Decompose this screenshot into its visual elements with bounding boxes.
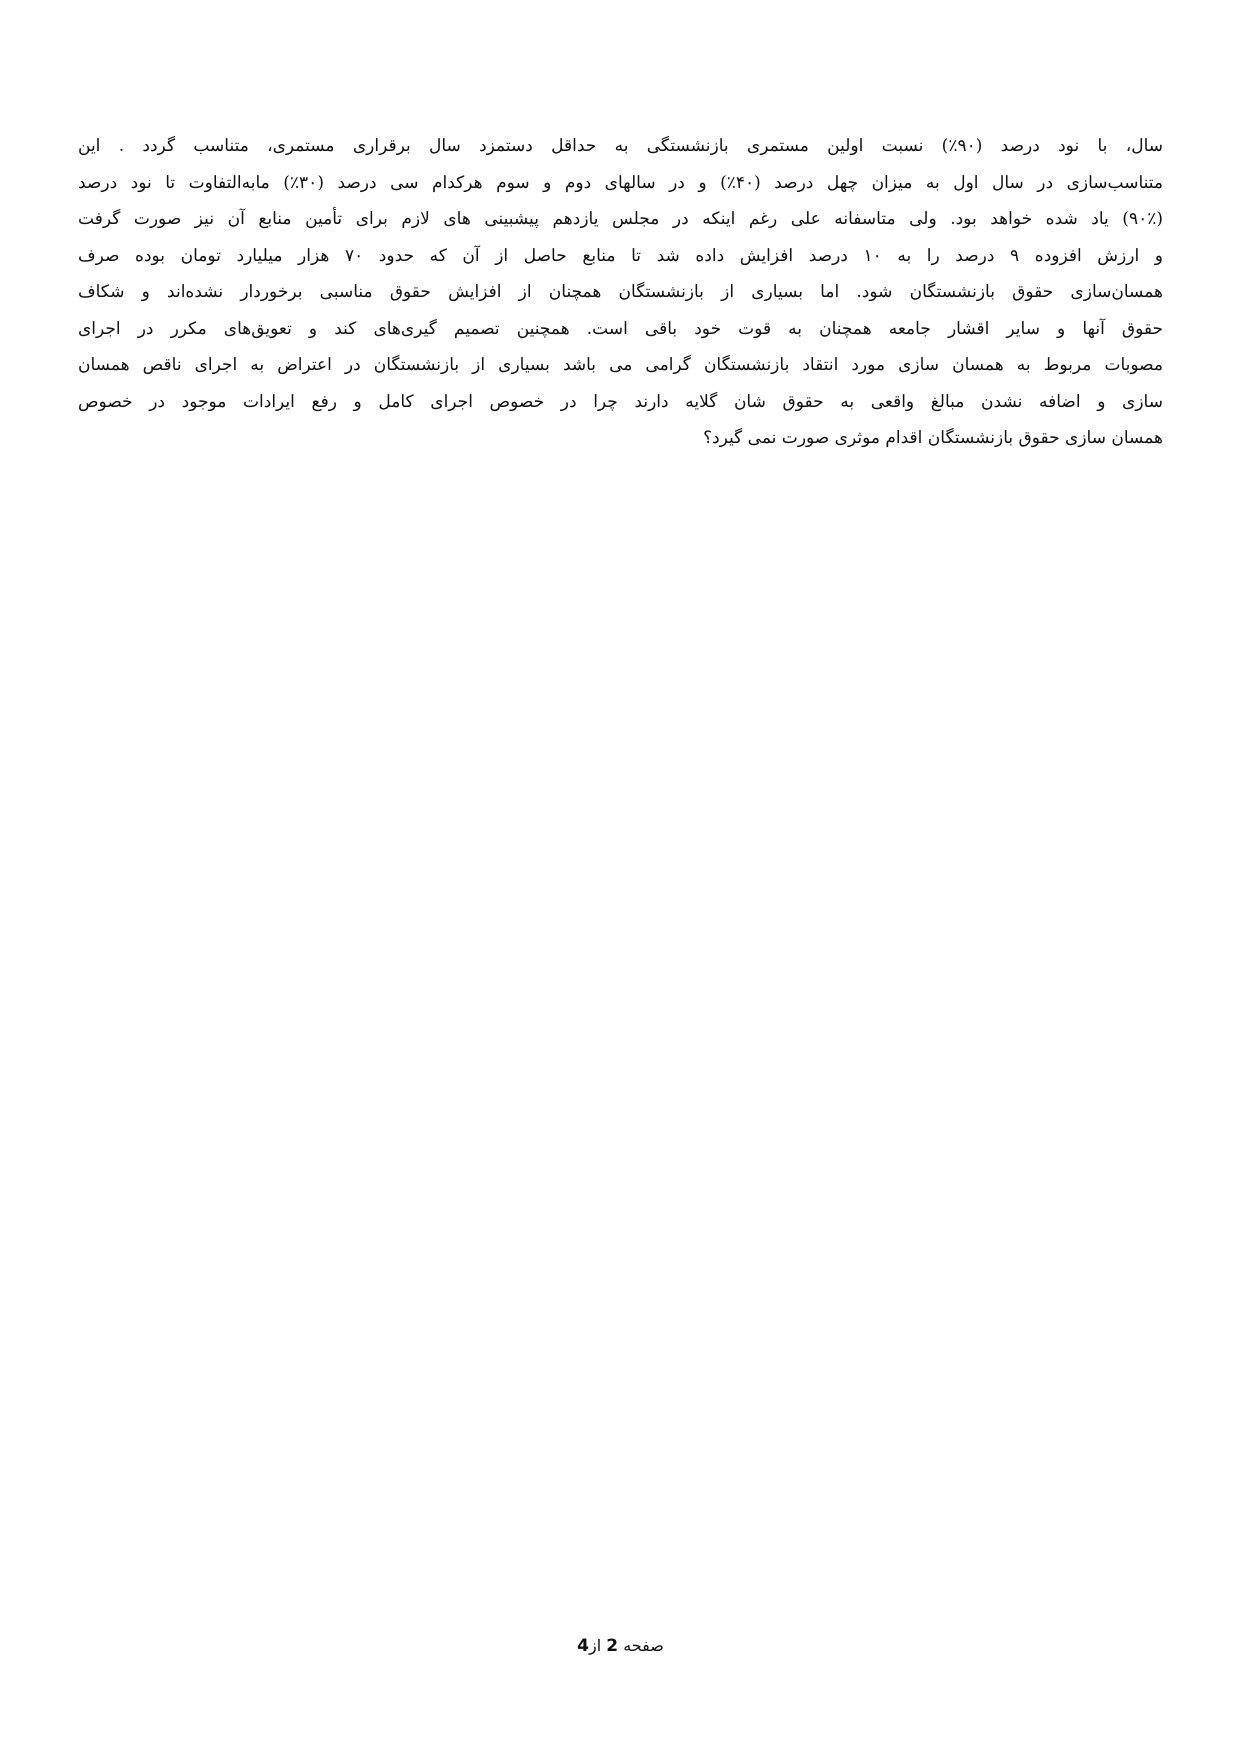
- paragraph-line: سازی و اضافه نشدن مبالغ واقعی به حقوق شان گلایه دارند چرا در خصوص اجرای کامل و رفع ایرادات موجود در خصوص: [78, 391, 1163, 412]
- current-page-number: 2: [606, 1636, 619, 1656]
- paragraph-line: و ارزش افزوده ۹ درصد را به ۱۰ درصد افزایش داده شد تا منابع حاصل از آن که حدود ۷۰ هزار میلیارد تومان بوده صرف: [78, 245, 1163, 266]
- paragraph-line: مصوبات مربوط به همسان سازی مورد انتقاد بازنشستگان گرامی می باشد بسیاری از بازنشستگان در اعتراض به اجرای ناقص همسان: [78, 355, 1163, 375]
- page-separator: از: [589, 1636, 602, 1655]
- page-footer: [0, 1636, 1241, 1656]
- paragraph-line: سال، با نود درصد (۹۰٪) نسبت اولین مستمری بازنشستگی به حداقل دستمزد سال برقراری مستمری، متناسب گردد . این: [78, 136, 1163, 156]
- paragraph-line: (۹۰٪) یاد شده خواهد بود. ولی متاسفانه علی رغم اینکه در مجلس یازدهم پیشبینی های لازم برای تأمین منابع آن نیز صورت گرفت: [78, 209, 1163, 229]
- paragraph-line: حقوق آنها و سایر اقشار جامعه همچنان به قوت خود باقی است. همچنین تصمیم گیری‌های کند و تعویق‌های مکرر در اجرای: [78, 318, 1163, 339]
- paragraph-line: همسان‌سازی حقوق بازنشستگان شود. اما بسیاری از بازنشستگان همچنان از افزایش حقوق مناسبی برخوردار نشده‌اند و شکاف: [78, 282, 1163, 302]
- paragraph-line: همسان سازی حقوق بازنشستگان اقدام موثری صورت نمی گیرد؟: [703, 428, 1163, 448]
- body-paragraph: [78, 128, 1163, 457]
- paragraph-line: متناسب‌سازی در سال اول به میزان چهل درصد (۴۰٪) و در سالهای دوم و سوم هرکدام سی درصد (۳۰٪) مابه‌التفاوت تا نود درصد: [78, 172, 1163, 193]
- page-label: صفحه: [623, 1636, 664, 1655]
- total-pages-number: 4: [577, 1636, 590, 1656]
